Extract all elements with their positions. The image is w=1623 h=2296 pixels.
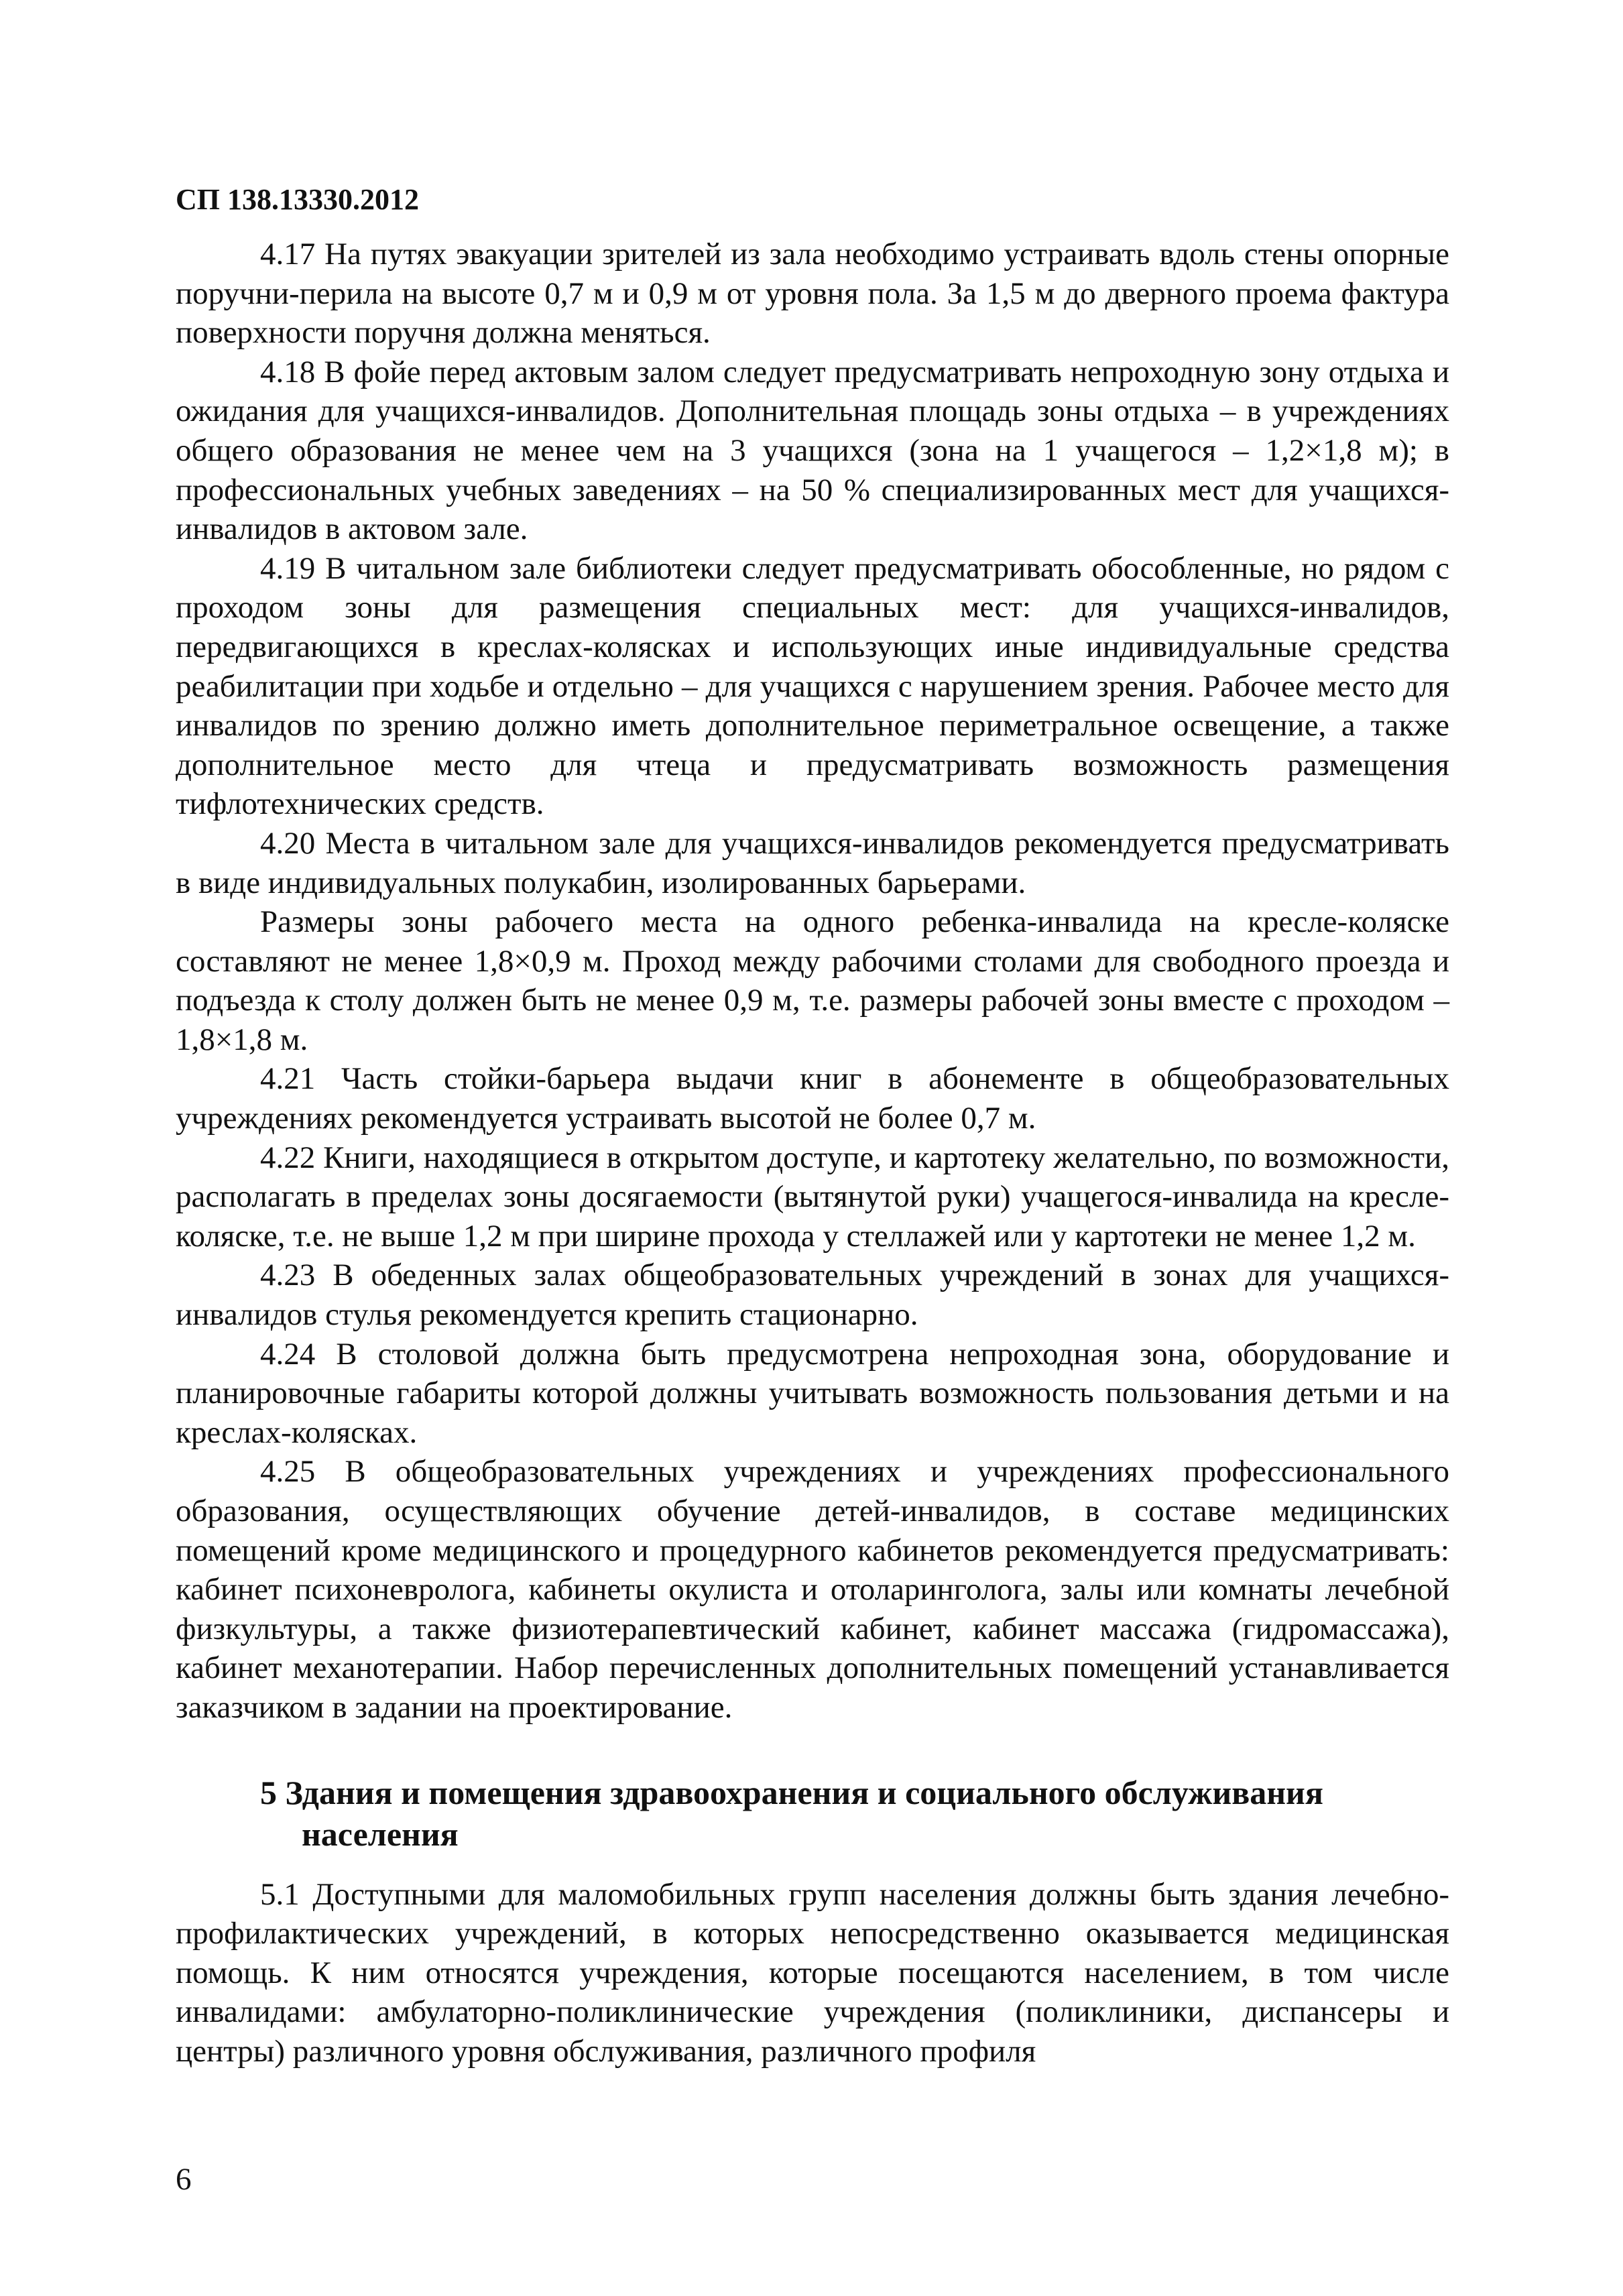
- document-code: СП 138.13330.2012: [176, 183, 419, 216]
- section-heading-line2: населения: [302, 1815, 459, 1853]
- paragraph-4-21: 4.21 Часть стойки-барьера выдачи книг в абонементе в общеобразовательных учреждениях рекомендуется устраивать высотой не более 0,7 м.: [176, 1061, 1449, 1136]
- paragraph-4-22: 4.22 Книги, находящиеся в открытом доступе, и картотеку желательно, по возможности, располагать в пределах зоны досягаемости (вытянутой руки) учащегося-инвалида на кресле-коляске, т.е. не выше 1,2 м при ширине прохода у стеллажей или у картотеки не менее 1,2 м.: [176, 1140, 1449, 1254]
- section-heading-line1: 5 Здания и помещения здравоохранения и социального обслуживания: [260, 1773, 1323, 1811]
- paragraph-4-19: 4.19 В читальном зале библиотеки следует предусматривать обособленные, но рядом с проходом зоны для размещения специальных мест: для учащихся-инвалидов, передвигающихся в креслах-колясках и использующих иные индивидуальные средства реабилитации при ходьбе и отдельно – для учащихся с нарушением зрения. Рабочее место для инвалидов по зрению должно иметь дополнительное периметральное освещение, а также дополнительное место для чтеца и предусматривать возможность размещения тифлотехнических средств.: [176, 550, 1449, 822]
- paragraph-4-20-sizes: Размеры зоны рабочего места на одного ребенка-инвалида на кресле-коляске составляют не менее 1,8×0,9 м. Проход между рабочими столами для свободного проезда и подъезда к столу должен быть не менее 0,9 м, т.е. размеры рабочей зоны вместе с проходом – 1,8×1,8 м.: [176, 904, 1449, 1057]
- paragraph-4-24: 4.24 В столовой должна быть предусмотрена непроходная зона, оборудование и планировочные габариты которой должны учитывать возможность пользования детьми и на креслах-колясках.: [176, 1336, 1449, 1450]
- paragraph-4-25: 4.25 В общеобразовательных учреждениях и учреждениях профессионального образования, осуществляющих обучение детей-инвалидов, в составе медицинских помещений кроме медицинского и процедурного кабинетов рекомендуется предусматривать: кабинет психоневролога, кабинеты окулиста и отоларинголога, залы или комнаты лечебной физкультуры, а также физиотерапевтический кабинет, кабинет массажа (гидромассажа), кабинет механотерапии. Набор перечисленных дополнительных помещений устанавливается заказчиком в задании на проектирование.: [176, 1454, 1449, 1725]
- paragraph-4-20: 4.20 Места в читальном зале для учащихся-инвалидов рекомендуется предусматривать в виде индивидуальных полукабин, изолированных барьерами.: [176, 825, 1449, 900]
- paragraph-4-18: 4.18 В фойе перед актовым залом следует предусматривать непроходную зону отдыха и ожидания для учащихся-инвалидов. Дополнительная площадь зоны отдыха – в учреждениях общего образования не менее чем на 3 учащихся (зона на 1 учащегося – 1,2×1,8 м); в профессиональных учебных заведениях – на 50 % специализированных мест для учащихся-инвалидов в актовом зале.: [176, 354, 1449, 547]
- paragraph-5-1: 5.1 Доступными для маломобильных групп населения должны быть здания лечебно-профилактических учреждений, в которых непосредственно оказывается медицинская помощь. К ним относятся учреждения, которые посещаются населением, в том числе инвалидами: амбулаторно-поликлинические учреждения (поликлиники, диспансеры и центры) различного уровня обслуживания, различного профиля: [176, 1876, 1449, 2069]
- page-number: 6: [176, 2162, 192, 2197]
- paragraph-4-17: 4.17 На путях эвакуации зрителей из зала необходимо устраивать вдоль стены опорные поручни-перила на высоте 0,7 м и 0,9 м от уровня пола. За 1,5 м до дверного проема фактура поверхности поручня должна меняться.: [176, 237, 1449, 351]
- paragraph-4-23: 4.23 В обеденных залах общеобразовательных учреждений в зонах для учащихся-инвалидов стулья рекомендуется крепить стационарно.: [176, 1258, 1449, 1333]
- section-5-heading: [176, 1772, 1449, 1855]
- document-body: [176, 235, 1449, 2071]
